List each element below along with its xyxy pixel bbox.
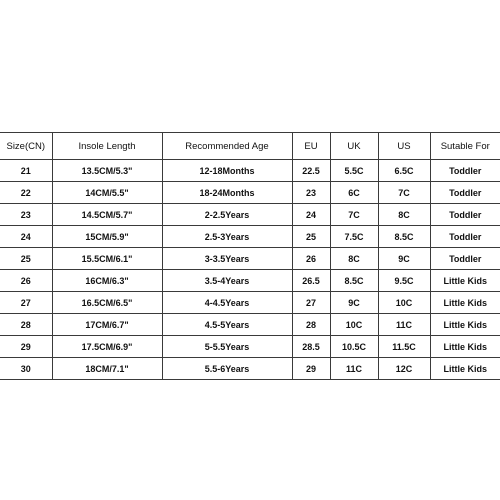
table-cell: 28 (292, 314, 330, 336)
table-cell: 5.5-6Years (162, 358, 292, 380)
table-cell: 17CM/6.7" (52, 314, 162, 336)
table-cell: 9C (378, 248, 430, 270)
table-cell: 13.5CM/5.3" (52, 160, 162, 182)
table-cell: 26.5 (292, 270, 330, 292)
table-cell: 15.5CM/6.1" (52, 248, 162, 270)
table-cell: 8C (378, 204, 430, 226)
table-cell: Little Kids (430, 336, 500, 358)
table-cell: 27 (292, 292, 330, 314)
table-cell: 4.5-5Years (162, 314, 292, 336)
table-cell: 25 (0, 248, 52, 270)
table-row (0, 160, 500, 182)
table-cell: Little Kids (430, 292, 500, 314)
table-cell: 29 (292, 358, 330, 380)
table-row (0, 358, 500, 380)
table-cell: Toddler (430, 204, 500, 226)
table-cell: 8C (330, 248, 378, 270)
table-cell: Little Kids (430, 314, 500, 336)
table-cell: 12-18Months (162, 160, 292, 182)
table-row (0, 226, 500, 248)
size-chart (0, 132, 500, 380)
table-cell: 26 (292, 248, 330, 270)
column-header: EU (292, 133, 330, 160)
table-cell: 11C (378, 314, 430, 336)
table-cell: 8.5C (330, 270, 378, 292)
table-cell: 3.5-4Years (162, 270, 292, 292)
table-cell: 24 (292, 204, 330, 226)
table-cell: Toddler (430, 182, 500, 204)
table-cell: 11C (330, 358, 378, 380)
table-row (0, 292, 500, 314)
table-cell: 7.5C (330, 226, 378, 248)
table-cell: 14.5CM/5.7" (52, 204, 162, 226)
table-cell: 6.5C (378, 160, 430, 182)
table-cell: 9.5C (378, 270, 430, 292)
table-cell: 3-3.5Years (162, 248, 292, 270)
table-cell: 18-24Months (162, 182, 292, 204)
table-cell: 2-2.5Years (162, 204, 292, 226)
table-cell: 17.5CM/6.9" (52, 336, 162, 358)
table-cell: 22.5 (292, 160, 330, 182)
table-cell: 7C (330, 204, 378, 226)
table-cell: 5.5C (330, 160, 378, 182)
table-cell: 2.5-3Years (162, 226, 292, 248)
column-header: US (378, 133, 430, 160)
table-cell: 23 (292, 182, 330, 204)
table-cell: 29 (0, 336, 52, 358)
table-cell: 23 (0, 204, 52, 226)
table-cell: 11.5C (378, 336, 430, 358)
table-cell: Little Kids (430, 270, 500, 292)
column-header: Insole Length (52, 133, 162, 160)
table-cell: 12C (378, 358, 430, 380)
table-cell: Toddler (430, 226, 500, 248)
table-cell: 8.5C (378, 226, 430, 248)
table-cell: 15CM/5.9" (52, 226, 162, 248)
table-row (0, 336, 500, 358)
table-cell: Toddler (430, 160, 500, 182)
table-row (0, 270, 500, 292)
column-header: Sutable For (430, 133, 500, 160)
column-header: Size(CN) (0, 133, 52, 160)
table-row (0, 182, 500, 204)
table-row (0, 248, 500, 270)
table-cell: 7C (378, 182, 430, 204)
table-cell: 28 (0, 314, 52, 336)
table-cell: Toddler (430, 248, 500, 270)
table-cell: 6C (330, 182, 378, 204)
size-table (0, 132, 500, 380)
table-cell: 16.5CM/6.5" (52, 292, 162, 314)
table-cell: 24 (0, 226, 52, 248)
table-row (0, 314, 500, 336)
table-body (0, 160, 500, 380)
table-cell: 21 (0, 160, 52, 182)
table-header-row (0, 133, 500, 160)
table-cell: 10C (378, 292, 430, 314)
table-cell: 26 (0, 270, 52, 292)
table-row (0, 204, 500, 226)
column-header: UK (330, 133, 378, 160)
table-cell: 4-4.5Years (162, 292, 292, 314)
table-cell: 10.5C (330, 336, 378, 358)
table-cell: 28.5 (292, 336, 330, 358)
table-cell: 16CM/6.3" (52, 270, 162, 292)
table-cell: 27 (0, 292, 52, 314)
table-cell: Little Kids (430, 358, 500, 380)
table-cell: 10C (330, 314, 378, 336)
table-cell: 25 (292, 226, 330, 248)
column-header: Recommended Age (162, 133, 292, 160)
table-cell: 30 (0, 358, 52, 380)
table-cell: 18CM/7.1" (52, 358, 162, 380)
table-cell: 9C (330, 292, 378, 314)
table-cell: 14CM/5.5" (52, 182, 162, 204)
table-cell: 22 (0, 182, 52, 204)
table-cell: 5-5.5Years (162, 336, 292, 358)
